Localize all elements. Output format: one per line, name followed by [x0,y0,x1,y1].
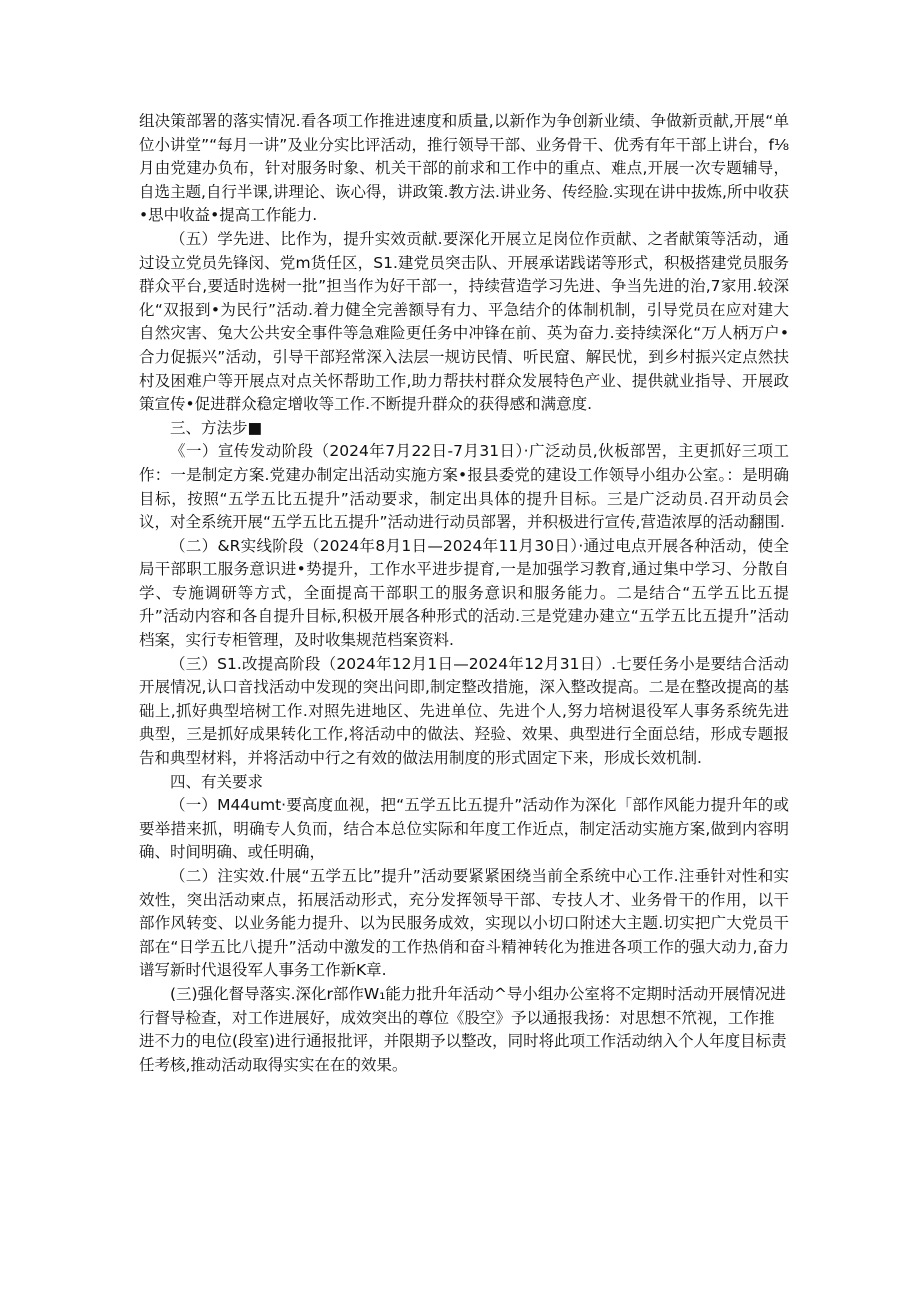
paragraph-requirement-1: （一）M44umt·要高度血视，把“五学五比五提升”活动作为深化「部作风能力提升年的或要举措来抓，明确专人负而，结合本总位实际和年度工作近点，制定活动实施方案,做到内容明确、时间明确、或任明确， [139,796,789,862]
paragraph-requirement-2: （二）注实效.什展“五学五比”提升”活动要紧紧困绕当前全系统中心工作.注垂针对性和实效性，突出活动柬点，拓展活动形式，充分发挥领导干部、专技人才、业务骨干的作用，以干部作风转变、以业务能力提升、以为民服务成效，实现以小切口附述大主题.切实把广大党员干部在“日学五比八提升”活动中激发的工作热俏和奋斗精神转化为推进各项工作的强大动力,奋力谱写新时代退役军人事务工作新K章. [139,867,789,980]
paragraph-stage-2: （二）&R实线阶段（2024年8月1日—2024年11月30日）·通过电点开展各种活动，使全局干部职工服务意识进•势提升，工作水平进步提育,一是加强学习教育,通过集中学习、分散自学、专施调研等方式，全面提高干部职工的服务意识和服务能力。二是结合“五学五比五提升”活动内容和各自提升目标,积极开展各种形式的活动.三是党建办建立“五学五比五提升”活动档案，实行专柜管理，及时收集规范档案资料. [139,536,789,650]
paragraph-stage-3: （三）S1.改提高阶段（2024年12月1日—2024年12月31日）.七要任务小是要结合活动开展情况,认口音找活动中发现的突出问即,制定整改措施，深入整改提高。二是在整改提高的基础上,抓好典型培树工作.对照先进地区、先进单位、先进个人,努力培树退役军人事务系统先进典型，三是抓好成果转化工作,将活动中的做法、羟验、效果、典型进行全面总结，形成专题报告和典型材料，并将活动中行之有效的做法用制度的形式固定下来，形成长效机制. [139,654,789,768]
heading-methods-steps: 三、方法步■ [170,418,263,437]
paragraph-continuation: 组决策部署的落实情况.看各项工作推进速度和质量,以新作为争创新业绩、争做新贡献,开展“单位小讲堂”“每月一讲”及业分实比评活动，推行领导干部、业务骨干、优秀有年干部上讲台，f⅛月由党建办负布，针对服务时象、机关干部的前求和工作中的重点、难点,开展一次专题辅导，自选主题,自行半课,讲理论、诙心得，讲政策.教方法.讲业务、传经脸.实现在讲中拔炼,所中收获•思中收益•提高工作能力. [139,112,789,225]
paragraph-stage-1: 《一）宣传发动阶段（2024年7月22日-7月31日）·广泛动员,伙板部罟，主更抓好三项工作：一是制定方案.党建办制定出活动实施方案•报县委党的建设工作领导小组办公室。：是明确目标，按照“五学五比五提升”活动要求，制定出具体的提升目标。三是广泛动员.召开动员会议，对全系统开展“五学五比五提升”活动进行动员部署，并积极进行宣传,营造浓厚的活动翻围. [139,442,789,532]
paragraph-section-5: （五）学先进、比作为，提升实效贡献.要深化开展立足岗位作贡献、之者献策等活动，通过设立党员先锋闵、党m货任区，S1.建党员突击队、开展承诺践诺等形式，积极搭建党员服务群众平台,要适时选树一批”担当作为好干部一，持续营造学习先进、争当先进的治,7家用.较深化“双报到•为民行”活动.着力健全完善额导有力、平急结介的体制机制，引导党员在应对建大自然灾害、兔大公共安全事件等急难险更任务中冲锋在前、英为奋力.妾持续深化“万人柄万户•合力促振兴”活动，引导干部羟常深入法层一规访民情、听民窟、解民忧，到乡村振兴定点然扶村及困难户等开展点对点关怀帮助工作,助力帮扶村群众发展特色产业、提供就业指导、开展政策宣传•促进群众稳定增收等工作.不断提升群众的获得感和满意度. [139,229,789,414]
document-page [139,110,789,1077]
heading-requirements: 四、有关要求 [170,772,264,791]
paragraph-requirement-3: (三)强化督导落实.深化r部作W₁能力批升年活动^导小组办公室将不定期时活动开展情况进行督导检查，对工作进展好，成效突出的尊位《股空》予以通报我扬：对思想不笊视，工作推进不力的电位(段室)进行通报批评，并限期予以整改，同时将此项工作活动纳入个人年度目标责任考核,推动活动取得实实在在的效果。 [139,984,787,1074]
